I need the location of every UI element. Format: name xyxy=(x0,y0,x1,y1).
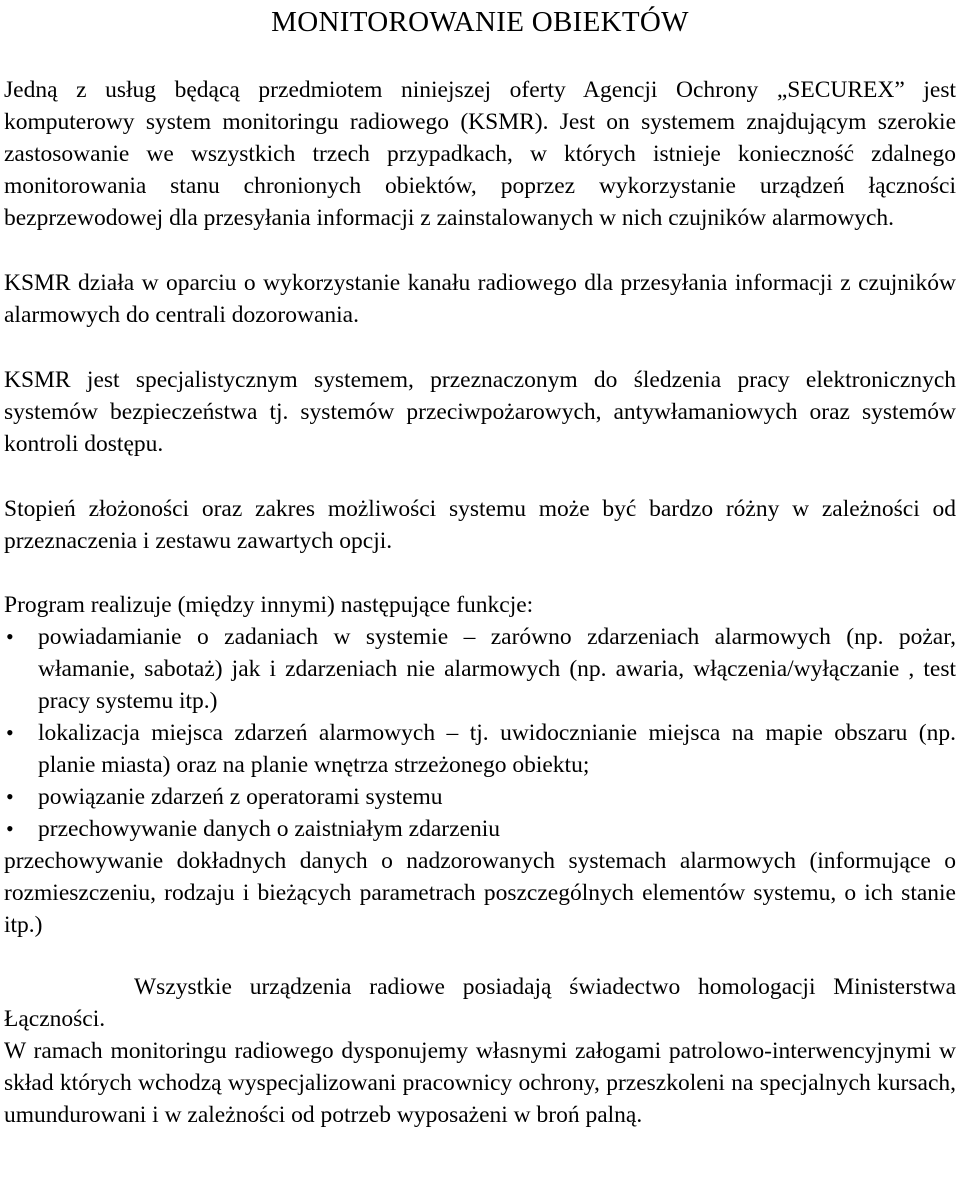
list-item-text: przechowywanie danych o zaistniałym zdarzeniu xyxy=(38,816,500,842)
list-item xyxy=(4,781,956,813)
paragraph-intro: Jedną z usług będącą przedmiotem niniejszej oferty Agencji Ochrony „SECUREX” jest komputerowy system monitoringu radiowego (KSMR). Jest on systemem znajdującym szerokie zastosowanie we wszystkich trzech przypadkach, w których istnieje konieczność zdalnego monitorowania stanu chronionych obiektów, poprzez wykorzystanie urządzeń łączności bezprzewodowej dla przesyłania informacji z zainstalowanych w nich czujników alarmowych. xyxy=(4,77,956,231)
list-item xyxy=(4,813,956,845)
bullet-icon: • xyxy=(6,816,14,841)
paragraph-ksmr-channel: KSMR działa w oparciu o wykorzystanie kanału radiowego dla przesyłania informacji z czujników alarmowych do centrali dozorowania. xyxy=(4,270,956,328)
list-item xyxy=(4,717,956,781)
bullet-icon: • xyxy=(6,624,14,649)
list-item xyxy=(4,621,956,717)
page-title: MONITOROWANIE OBIEKTÓW xyxy=(271,6,689,38)
document-page xyxy=(0,4,960,1204)
bullet-icon: • xyxy=(6,720,14,745)
list-item-text: powiadamianie o zadaniach w systemie – zarówno zdarzeniach alarmowych (np. pożar, włamanie, sabotaż) jak i zdarzeniach nie alarmowych (np. awaria, włączenia/wyłączanie , test pracy systemu itp.) xyxy=(38,624,956,714)
paragraph-homologation: Wszystkie urządzenia radiowe posiadają świadectwo homologacji Ministerstwa Łączności. xyxy=(4,974,956,1032)
paragraph-functions-intro: Program realizuje (między innymi) następujące funkcje: xyxy=(4,592,534,618)
bullet-icon: • xyxy=(6,784,14,809)
paragraph-storage: przechowywanie dokładnych danych o nadzorowanych systemach alarmowych (informujące o rozmieszczeniu, rodzaju i bieżących parametrach poszczególnych elementów systemu, o ich stanie itp.) xyxy=(4,848,956,938)
functions-list xyxy=(4,621,956,845)
paragraph-ksmr-specialized: KSMR jest specjalistycznym systemem, przeznaczonym do śledzenia pracy elektronicznych systemów bezpieczeństwa tj. systemów przeciwpożarowych, antywłamaniowych oraz systemów kontroli dostępu. xyxy=(4,367,956,457)
paragraph-complexity: Stopień złożoności oraz zakres możliwości systemu może być bardzo różny w zależności od przeznaczenia i zestawu zawartych opcji. xyxy=(4,496,956,554)
list-item-text: powiązanie zdarzeń z operatorami systemu xyxy=(38,784,443,810)
paragraph-patrols: W ramach monitoringu radiowego dysponujemy własnymi załogami patrolowo-interwencyjnymi w skład których wchodzą wyspecjalizowani pracownicy ochrony, przeszkoleni na specjalnych kursach, umundurowani i w zależności od potrzeb wyposażeni w broń palną. xyxy=(4,1038,956,1128)
list-item-text: lokalizacja miejsca zdarzeń alarmowych – tj. uwidocznianie miejsca na mapie obszaru (np. planie miasta) oraz na planie wnętrza strzeżonego obiektu; xyxy=(38,720,956,778)
